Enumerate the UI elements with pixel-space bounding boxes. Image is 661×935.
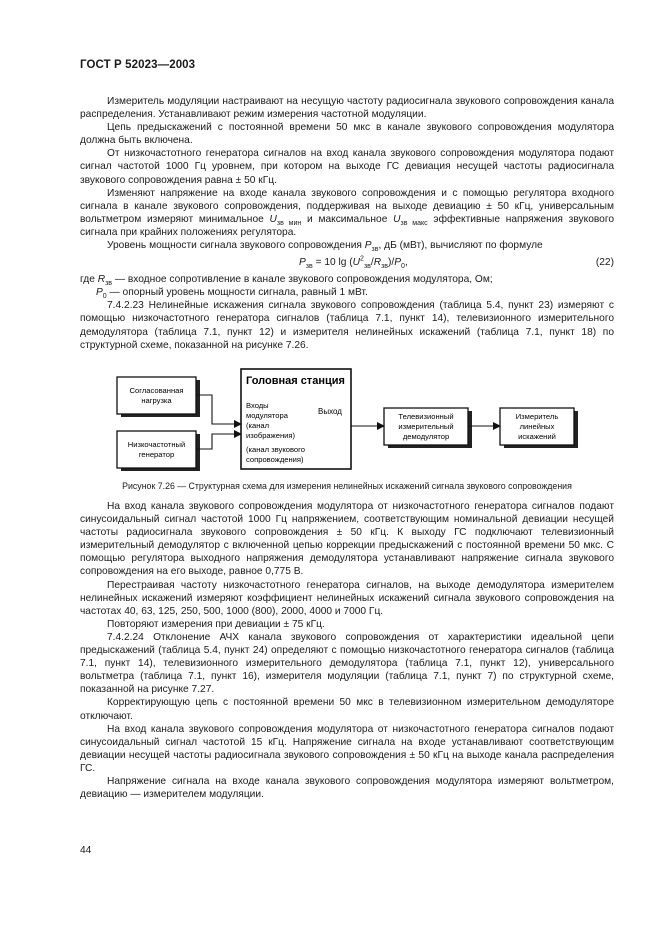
head-station-title: Головная станция xyxy=(246,375,345,387)
paragraph: Повторяют измерения при девиации ± 75 кГц. xyxy=(107,618,325,630)
demodulator-label-2: измерительный xyxy=(398,422,454,431)
formula-expression: $P_{зв} = 10$ $\lg (U^2_{зв}/R_{зв})/P_0$, xyxy=(299,255,408,271)
head-inputs-label: (канал xyxy=(246,421,270,430)
demodulator-label-3: демодулятор xyxy=(402,432,450,441)
load-connection-arrow xyxy=(196,395,241,424)
load-box-label-2: нагрузка xyxy=(141,396,172,405)
head-inputs-label: (канал звукового xyxy=(246,445,305,454)
paragraph: 7.4.2.24 Отклонение АЧХ канала звукового сопровождения от характеристики идеальной цепи предыскажений (таблица 5.4, пункт 24) определяют с помощью низкочастотного генератора сигналов (таблица 7.1, пункт 14), телевизионного измерительного демодулятора (таблица 7.1, пункт 12), универсального вольтметра (таблица 7.1, пункт 16), измерителя модуляции (таблица 7.1, пункт 7) по структурной схеме, показанной на рисунке 7.27. xyxy=(80,631,614,696)
where-line: где $R_{зв}$ — входное сопротивление в канале звукового сопровождения модулятора, Ом; xyxy=(80,274,493,288)
paragraph: Изменяют напряжение на входе канала звукового сопровождения и с помощью регулятора входного сигнала в канале звукового сопровождения, поддерживая на выходе девиацию ± 50 кГц, универсальным вольтметром измеряют минимальное $U_{зв мин}$ и максимальное $U_{зв макс}$ эффективные напряжения звукового сигнала при крайних положениях регулятора. xyxy=(80,187,614,238)
figure-caption: Рисунок 7.26 — Структурная схема для измерения нелинейных искажений сигнала звукового сопровождения xyxy=(122,481,572,491)
generator-box-label-1: Низкочастотный xyxy=(127,440,186,449)
paragraph: Измеритель модуляции настраивают на несущую частоту радиосигнала звукового сопровождения канала распределения. Устанавливают режим измерения частотной модуляции. xyxy=(80,96,614,121)
formula-number: (22) xyxy=(595,257,614,269)
paragraph: От низкочастотного генератора сигналов на вход канала звукового сопровождения модулятора подают сигнал частотой 1000 Гц уровнем, при котором на выходе ГС девиация несущей частоты радиосигнала звукового сопровождения равна ± 50 кГц. xyxy=(80,148,614,186)
paragraph: Напряжение сигнала на входе канала звукового сопровождения модулятора измеряют вольтметром, девиацию — измерителем модуляции. xyxy=(80,775,614,801)
generator-connection-arrow xyxy=(196,434,241,449)
head-inputs-label: изображения) xyxy=(246,431,296,440)
paragraph: Уровень мощности сигнала звукового сопровождения $P_{зв}$, дБ (мВт), вычисляют по формуле xyxy=(107,240,543,254)
paragraph: На вход канала звукового сопровождения модулятора от низкочастотного генератора сигналов подают синусоидальный сигнал частотой 1000 Гц напряжением, соответствующим номинальной девиации несущей частоты радиосигнала звукового сопровождения ± 50 кГц. К выходу ГС подключают телевизионный измерительный демодулятор с включенной цепью коррекции предыскажений с постоянной времени 50 мкс. С помощью регулятора выходного напряжения демодулятора устанавливают напряжение сигнала звукового сопровождения на его выходе, равное 0,775 В. xyxy=(80,501,614,578)
demodulator-label-1: Телевизионный xyxy=(398,412,454,421)
head-inputs-label: модулятора xyxy=(246,411,288,420)
meter-label-2: линейных xyxy=(519,422,555,431)
head-inputs-label: Входы xyxy=(246,401,269,410)
page-number: 44 xyxy=(80,845,92,856)
paragraph: Цепь предыскажений с постоянной времени 50 мкс в канале звукового сопровождения модулятора должна быть включена. xyxy=(80,122,614,147)
paragraph: Корректирующую цепь с постоянной времени 50 мкс в телевизионном измерительном демодуляторе отключают. xyxy=(80,697,614,722)
document-header: ГОСТ Р 52023—2003 xyxy=(80,59,196,71)
generator-box-label-2: генератор xyxy=(138,450,175,459)
where-line: $P_0$ — опорный уровень мощности сигнала, равный 1 мВт. xyxy=(96,287,368,301)
load-box-label-1: Согласованная xyxy=(129,386,184,395)
head-inputs-label: сопровождения) xyxy=(246,455,304,464)
paragraph: Перестраивая частоту низкочастотного генератора сигналов, на выходе демодулятора измерителем нелинейных искажений измеряют коэффициент нелинейных искажений сигнала звукового сопровождения на частотах 40, 63, 125, 250, 500, 1000 (800), 2000, 4000 и 7000 Гц. xyxy=(80,579,614,617)
meter-label-1: Измеритель xyxy=(515,412,559,421)
head-output-label: Выход xyxy=(318,407,342,416)
paragraph: На вход канала звукового сопровождения модулятора от низкочастотного генератора сигналов подают синусоидальный сигнал частотой 15 кГц. Напряжение сигнала на входе устанавливают соответствующим девиации несущей частоты радиосигнала звукового сопровождения ± 50 кГц на выходе канала распределения ГС. xyxy=(80,723,614,774)
text-block-2 xyxy=(80,500,614,801)
paragraph: 7.4.2.23 Нелинейные искажения сигнала звукового сопровождения (таблица 5.4, пункт 23) измеряют с помощью низкочастотного генератора сигналов (таблица 7.1, пункт 14), телевизионного измерительного демодулятора (таблица 7.1, пункт 12) и измерителя нелинейных искажений (таблица 7.1, пункт 18) по структурной схеме, показанной на рисунке 7.26. xyxy=(80,300,614,351)
meter-label-3: искажений xyxy=(518,432,556,441)
